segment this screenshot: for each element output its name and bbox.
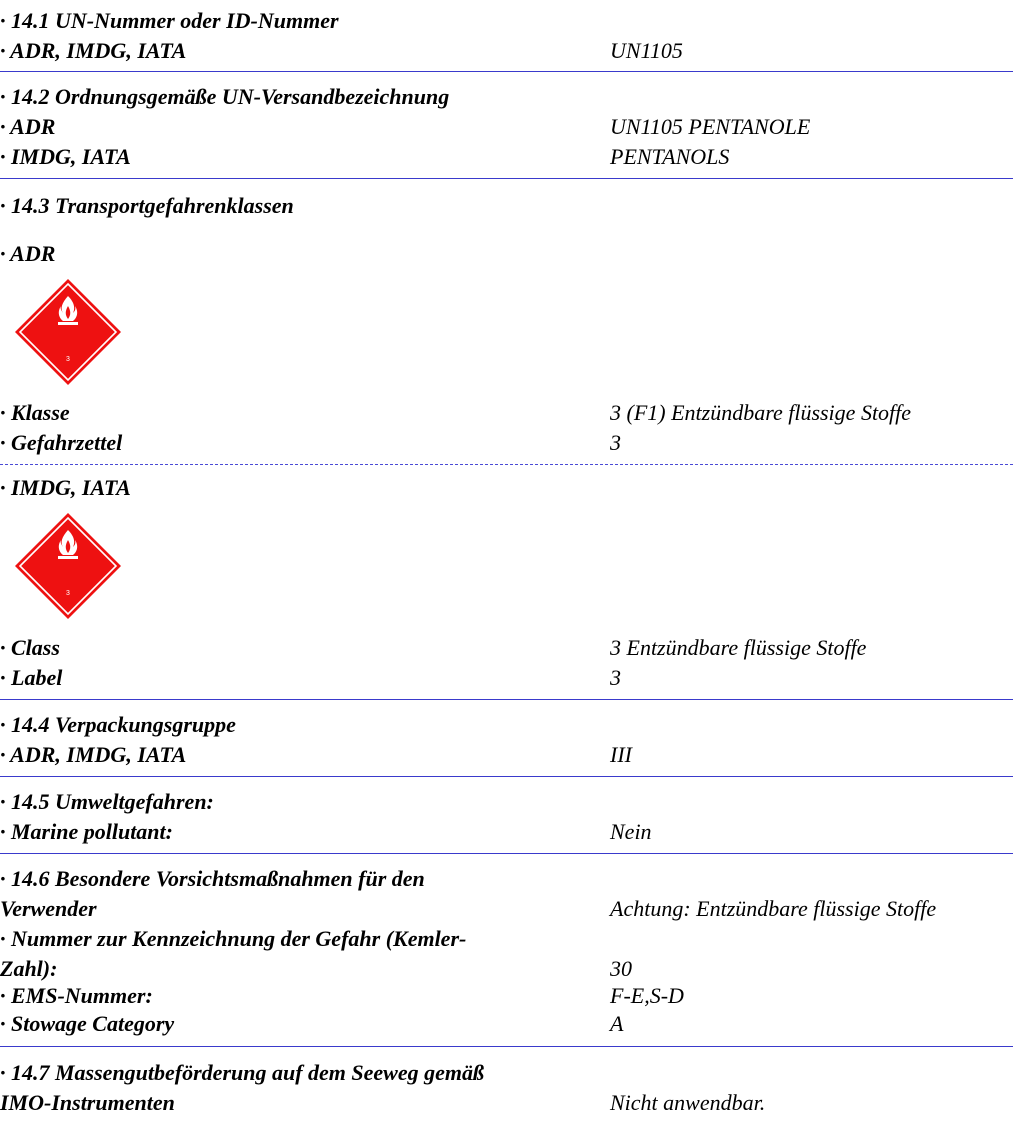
flammable-placard-icon [14, 278, 122, 386]
marine-pollutant-value: Nein [610, 819, 652, 844]
section-14-7-heading: · 14.7 Massengutbeförderung auf dem Seeweg gemäß [0, 1060, 484, 1085]
shipping-name-adr-label: · ADR [0, 114, 56, 139]
stowage-label: · Stowage Category [0, 1011, 175, 1036]
klasse-label: · Klasse [0, 400, 70, 425]
section-14-4-heading: · 14.4 Verpackungsgruppe [0, 712, 236, 737]
klasse-value: 3 (F1) Entzündbare flüssige Stoffe [610, 400, 912, 425]
section-divider [0, 853, 1013, 854]
section-14-5-heading: · 14.5 Umweltgefahren: [0, 789, 214, 814]
section-14-1-heading: · 14.1 UN-Nummer oder ID-Nummer [0, 8, 339, 33]
section-14-3-heading: · 14.3 Transportgefahrenklassen [0, 193, 294, 218]
adr-class-label: · ADR [0, 241, 56, 266]
flammable-placard-icon [14, 512, 122, 620]
stowage-value: A [610, 1011, 624, 1036]
kemler-label-cont: Zahl): [0, 956, 58, 981]
section-14-7-heading-cont: IMO-Instrumenten [0, 1090, 175, 1115]
label-label: · Label [0, 665, 63, 690]
section-divider [0, 178, 1013, 179]
ems-label: · EMS-Nummer: [0, 983, 153, 1008]
section-14-6-heading: · 14.6 Besondere Vorsichtsmaßnahmen für den [0, 866, 425, 891]
ems-value: F-E,S-D [610, 983, 684, 1008]
label-value: 3 [610, 665, 621, 690]
marine-pollutant-label: · Marine pollutant: [0, 819, 173, 844]
packing-group-label: · ADR, IMDG, IATA [0, 742, 187, 767]
class-label: · Class [0, 635, 60, 660]
shipping-name-imdg-label: · IMDG, IATA [0, 144, 131, 169]
imdg-iata-class-label: · IMDG, IATA [0, 475, 131, 500]
kemler-label: · Nummer zur Kennzeichnung der Gefahr (Kemler- [0, 926, 467, 951]
gefahrzettel-label: · Gefahrzettel [0, 430, 123, 455]
section-divider [0, 1046, 1013, 1047]
un-number-label: · ADR, IMDG, IATA [0, 38, 187, 63]
kemler-value: 30 [610, 956, 632, 981]
subsection-divider [0, 464, 1013, 465]
placard-class-number: 3 [66, 590, 70, 597]
shipping-name-imdg-value: PENTANOLS [610, 144, 730, 169]
section-divider [0, 71, 1013, 72]
section-14-6-heading-cont: Verwender [0, 896, 97, 921]
gefahrzettel-value: 3 [610, 430, 621, 455]
section-14-2-heading: · 14.2 Ordnungsgemäße UN-Versandbezeichnung [0, 84, 450, 109]
class-value: 3 Entzündbare flüssige Stoffe [610, 635, 867, 660]
user-precautions-value: Achtung: Entzündbare flüssige Stoffe [610, 896, 937, 921]
packing-group-value: III [610, 742, 632, 767]
placard-class-number: 3 [66, 356, 70, 363]
section-divider [0, 776, 1013, 777]
shipping-name-adr-value: UN1105 PENTANOLE [610, 114, 811, 139]
bulk-transport-value: Nicht anwendbar. [610, 1090, 766, 1115]
un-number-value: UN1105 [610, 38, 683, 63]
section-divider [0, 699, 1013, 700]
